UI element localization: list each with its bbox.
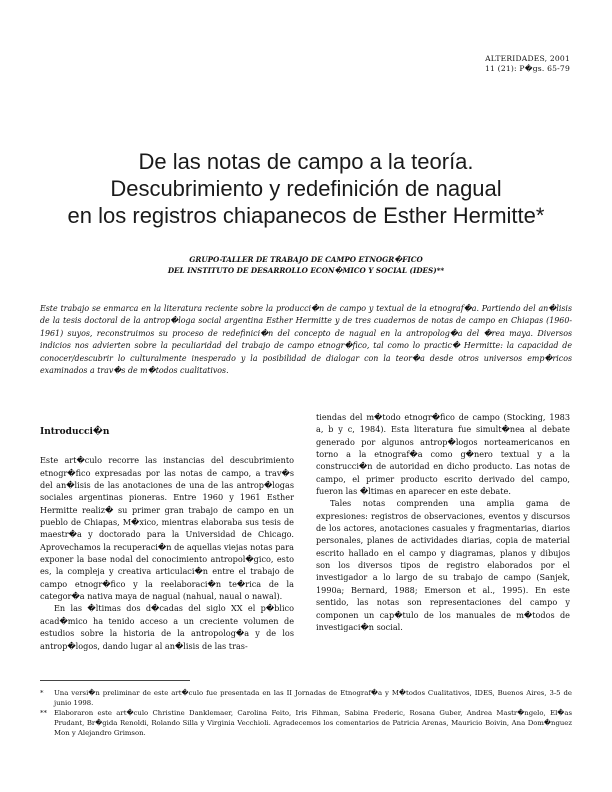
footnote-text: Una versi�n preliminar de este art�culo fue presentada en las II Jornadas de Etnograf�a y M�todos Cualitativos, IDES, Buenos Aires, 3-5 de junio 1998. [54,689,572,707]
title-line-2: Descubrimiento y redefinición de nagual [110,176,502,201]
body-paragraph: Este art�culo recorre las instancias del descubrimiento etnogr�fico expresadas por las notas de campo, a trav�s del an�lisis de las anotaciones de una de las antrop�logas sociales argentinas pioneras. Entre 1960 y 1961 Esther Hermitte realiz� su primer gran trabajo de campo en un pueblo de Chiapas, M�xico, mientras elaboraba sus tesis de maestr�a y doctorado para la Universidad de Chicago. Aprovechamos la recuperaci�n de aquellas viejas notas para exponer la base nodal del conocimiento antropol�gico, esto es, la compleja y creativa articulaci�n entre el trabajo de campo etnogr�fico y la reelaboraci�n te�rica de la categor�a nativa maya de nagual (nahual, naual o nawal). [40,455,294,602]
footnote [40,708,572,738]
footnote-divider [40,680,190,681]
left-column [40,426,294,652]
body-paragraph: Tales notas comprenden una amplia gama de expresiones: registros de observaciones, eventos y discursos de los actores, anotaciones casuales y fragmentarias, diarios personales, planes de actividades diarias, copia de material escrito hallado en el campo y diagramas, planos y dibujos son los diversos tipos de registro elaborados por el investigador a lo largo de su trabajo de campo (Sanjek, 1990a; Bernard, 1988; Emerson et al., 1995). En este sentido, las notas son representaciones del campo y componen un cap�tulo de los manuales de m�todos de investigaci�n social. [316,498,570,632]
footnote [40,688,572,708]
journal-volume-pages: 11 (21): P�gs. 65-79 [484,64,570,73]
author-block [40,254,572,276]
title-line-3: en los registros chiapanecos de Esther Hermitte* [67,203,545,228]
article-title [40,148,572,229]
journal-name-year: ALTERIDADES, 2001 [485,54,570,63]
footnotes [40,688,572,738]
footnote-mark: * [40,689,44,697]
section-heading: Introducci�n [40,427,110,437]
body-paragraph: tiendas del m�todo etnogr�fico de campo (Stocking, 1983 a, b y c, 1984). Esta literatura fue simult�nea al debate generado por algunos antrop�logos norteamericanos en torno a la etnograf�a como g�nero textual y a la construcci�n de autoridad en dicho producto. Las notas de campo, el primer producto escrito derivado del campo, fueron las �ltimas en aparecer en este debate. [316,412,570,497]
title-line-1: De las notas de campo a la teoría. [138,149,474,174]
right-column [316,411,570,633]
author-line-2: DEL INSTITUTO DE DESARROLLO ECON�MICO Y SOCIAL (IDES)** [167,266,445,275]
journal-citation [485,54,570,74]
footnote-text: Elaboraron este art�culo Christine Danklemaer, Carolina Feito, Iris Fihman, Sabina Frederic, Rosana Guber, Andrea Mastr�ngelo, El�as Prudant, Br�gida Renoldi, Rolando Silla y Virginia Vecchioli. Agradecemos los comentarios de Patricia Arenas, Mauricio Boivin, Ana Dom�nguez Mon y Alejandro Grimson. [54,709,572,737]
author-line-1: GRUPO-TALLER DE TRABAJO DE CAMPO ETNOGR�FICO [189,255,423,264]
abstract: Este trabajo se enmarca en la literatura reciente sobre la producci�n de campo y textual de la etnograf�a. Partiendo del an�lisis de la tesis doctoral de la antrop�loga social argentina Esther Hermitte y de tres cuadernos de notas de campo en Chiapas (1960-1961) suyos, reconstruimos su proceso de redefinici�n del concepto de nagual en la antropolog�a del �rea maya. Diversos indicios nos advierten sobre la peculiaridad del trabajo de campo etnogr�fico, tal como lo practic� Hermitte: la capacidad de conocer/descubrir lo culturalmente inesperado y la posibilidad de dialogar con la teor�a desde otros universos emp�ricos examinados a trav�s de m�todos cualitativos. [40,304,572,376]
body-paragraph: En las �ltimas dos d�cadas del siglo XX el p�blico acad�mico ha tenido acceso a un creciente volumen de estudios sobre la historia de la antropolog�a y de los antrop�logos, dando lugar al an�lisis de las tras- [40,603,294,651]
footnote-mark: ** [40,709,47,717]
